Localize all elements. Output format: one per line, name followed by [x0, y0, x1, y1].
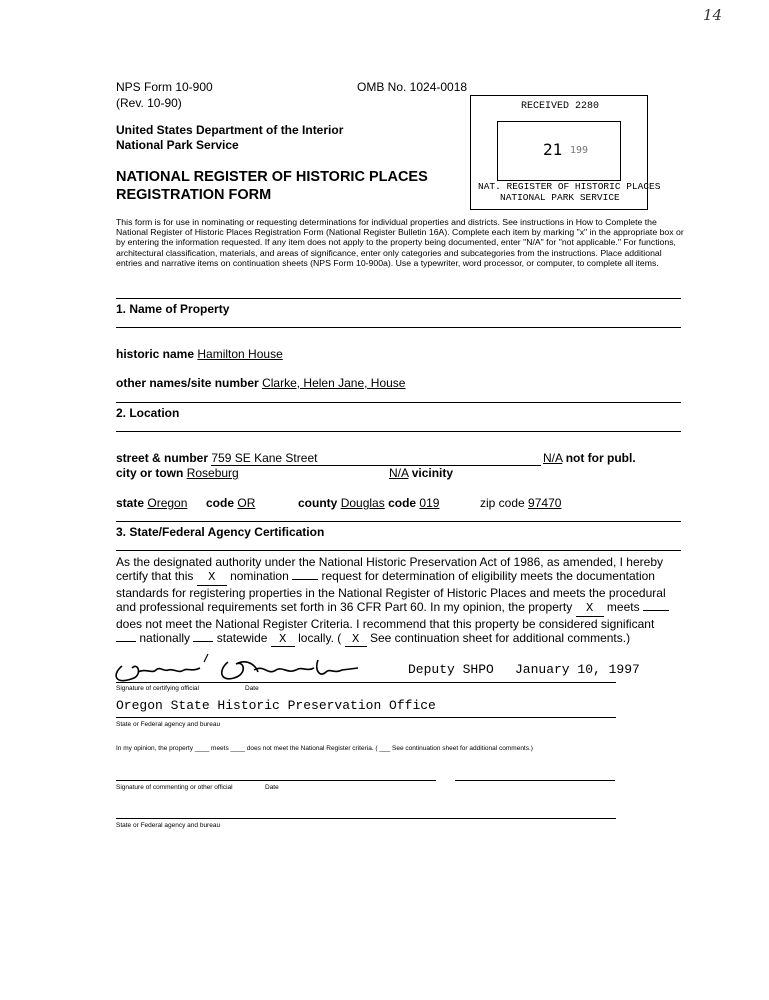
vicinity	[389, 466, 453, 480]
street-row	[116, 451, 541, 466]
signer-title: Deputy SHPO	[408, 662, 494, 677]
state-code-label: code	[206, 496, 235, 510]
stamp-date-year: 199	[570, 145, 589, 156]
certification-paragraph	[116, 555, 671, 647]
not-for-publ-value: N/A	[543, 451, 563, 465]
meets-check: X	[576, 601, 604, 616]
historic-name-value: Hamilton House	[197, 347, 283, 361]
comment-date-label: Date	[265, 784, 279, 791]
cert-text-1: As the designated authority under the National Historic Preservation Act of 1986, as amended, I hereby certify that this	[116, 555, 663, 584]
comment-signature-line	[116, 780, 436, 781]
divider	[116, 298, 681, 299]
agency-line	[116, 717, 616, 718]
opinion-line: In my opinion, the property ____ meets ____ does not meet the National Register criteria. ( ___ See continuation sheet for additional comments.)	[116, 745, 533, 752]
divider	[116, 402, 681, 403]
historic-name-row	[116, 347, 283, 361]
corner-handwritten-mark: 14	[703, 6, 723, 24]
other-names-row	[116, 376, 405, 390]
section-2-heading: 2. Location	[116, 406, 180, 420]
locally-check: X	[271, 632, 295, 647]
county-value: Douglas	[340, 496, 385, 510]
other-names-value: Clarke, Helen Jane, House	[262, 376, 406, 390]
cert-text-6: nationally	[139, 631, 191, 646]
state-field	[116, 496, 187, 510]
agency-label: State or Federal agency and bureau	[116, 721, 221, 728]
form-title-line1: NATIONAL REGISTER OF HISTORIC PLACES	[116, 169, 428, 185]
continuation-check: X	[345, 632, 367, 647]
form-number: NPS Form 10-900	[116, 80, 213, 94]
city-value: Roseburg	[186, 466, 239, 480]
service-name: National Park Service	[116, 138, 239, 152]
historic-name-label: historic name	[116, 347, 195, 361]
cert-text-3: request for determination of eligibility meets the documentation standards for registering properties in the National Register of Historic Places and meets the procedural and professional requirements set forth in 36 CFR Part 60. In my opinion, the property	[116, 569, 666, 615]
not-for-publ-label: not for publ.	[565, 451, 636, 465]
street-label: street & number	[116, 451, 209, 465]
signature-label: Signature of certifying official	[116, 685, 199, 692]
agency-line-2	[116, 818, 616, 819]
stamp-date-day: 21	[543, 140, 563, 159]
city-label: city or town	[116, 466, 184, 480]
comment-signature-label: Signature of commenting or other official	[116, 784, 233, 791]
signature-date-label: Date	[245, 685, 259, 692]
cert-text-2: nomination	[230, 569, 289, 584]
zip-value: 97470	[528, 496, 562, 510]
not-for-publ	[543, 451, 636, 465]
nomination-check: X	[197, 570, 227, 585]
form-title-line2: REGISTRATION FORM	[116, 187, 272, 203]
cert-text-8: locally. (	[298, 631, 342, 646]
vicinity-label: vicinity	[411, 466, 454, 480]
statewide-blank	[193, 641, 213, 642]
cert-text-4: meets	[606, 600, 640, 615]
stamp-park-line: NATIONAL PARK SERVICE	[500, 192, 620, 203]
form-revision: (Rev. 10-90)	[116, 96, 182, 110]
vicinity-value: N/A	[389, 466, 409, 480]
state-label: state	[116, 496, 145, 510]
stamp-received: RECEIVED 2280	[521, 101, 600, 112]
zip-label: zip code	[480, 496, 525, 510]
county-code-label: code	[388, 496, 417, 510]
department-name: United States Department of the Interior	[116, 123, 344, 137]
state-code-value: OR	[237, 496, 256, 510]
divider	[116, 550, 681, 551]
county-code-value: 019	[419, 496, 440, 510]
state-code-field	[206, 496, 255, 510]
divider	[116, 431, 681, 432]
divider	[116, 327, 681, 328]
signature-date: January 10, 1997	[515, 662, 640, 677]
cert-text-7: statewide	[216, 631, 268, 646]
comment-date-line	[455, 780, 615, 781]
instructions-paragraph: This form is for use in nominating or requesting determinations for individual properties and districts. See instructions in How to Complete the National Register of Historic Places Registration Form (National Register Bulletin 16A). Complete each item by marking "x" in the appropriate box or by entering the information requested. If any item does not apply to the property being documented, enter "N/A" for "not applicable." For functions, architectural classification, materials, and areas of significance, enter only categories and subcategories from the instructions. Place additional entries and narrative items on continuation sheets (NPS Form 10-900a). Use a typewriter, word processor, or computer, to complete all items.	[116, 217, 684, 268]
divider	[116, 521, 681, 522]
signature-line	[116, 682, 616, 683]
city-row	[116, 466, 239, 480]
does-not-meet-blank	[643, 610, 669, 611]
cert-text-9: See continuation sheet for additional comments.)	[369, 631, 631, 646]
section-3-heading: 3. State/Federal Agency Certification	[116, 525, 325, 539]
section-1-heading: 1. Name of Property	[116, 302, 230, 316]
county-label: county	[298, 496, 338, 510]
zip-field	[480, 496, 561, 510]
nationally-blank	[116, 641, 136, 642]
agency-value: Oregon State Historic Preservation Office	[116, 698, 436, 713]
stamp-register-line: NAT. REGISTER OF HISTORIC PLACES	[478, 181, 661, 192]
street-value: 759 SE Kane Street	[211, 451, 541, 466]
county-field	[298, 496, 439, 510]
agency-label-2: State or Federal agency and bureau	[116, 822, 221, 829]
request-blank	[292, 579, 318, 580]
other-names-label: other names/site number	[116, 376, 259, 390]
omb-number: OMB No. 1024-0018	[357, 80, 468, 94]
state-value: Oregon	[147, 496, 188, 510]
cert-text-5: does not meet the National Register Criteria. I recommend that this property be considered significant	[116, 616, 655, 631]
